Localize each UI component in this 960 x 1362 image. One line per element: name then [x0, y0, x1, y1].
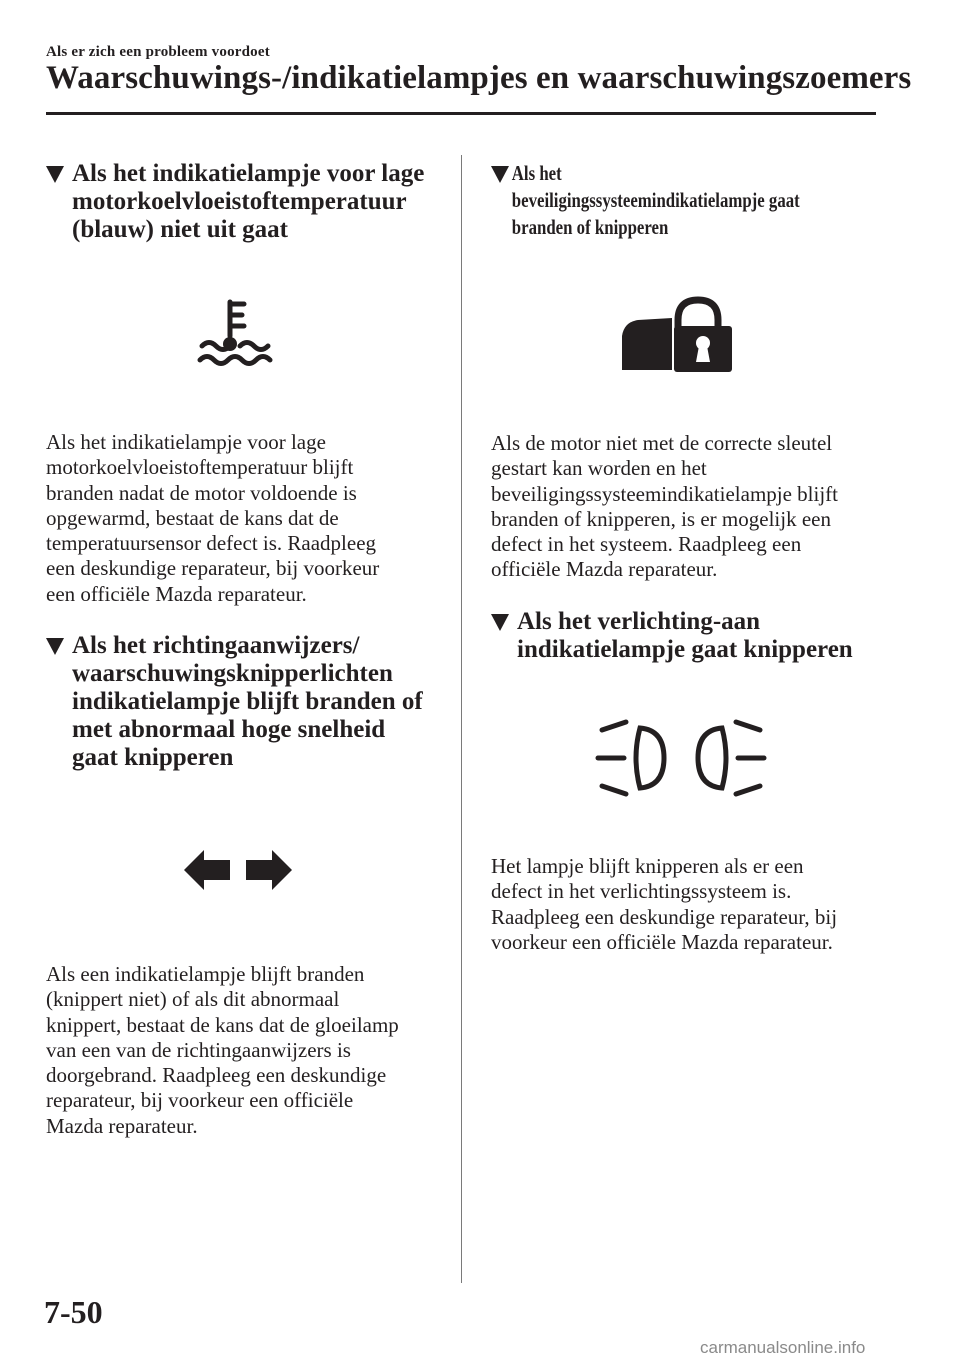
security-section-heading: Als het beveiligingssysteemindikatielampje gaat branden of knipperen	[491, 160, 877, 241]
lights-on-indicator-icon	[592, 716, 770, 800]
turn-signal-section-heading: Als het richtingaanwijzers/ waarschuwingsknipperlichten indikatielampje blijft branden of met abnormaal hoge snelheid gaat knipperen	[46, 632, 423, 772]
triangle-bullet-icon	[46, 166, 64, 183]
turn-signal-body-text: Als een indikatielampje blijft branden (knippert niet) of als dit abnormaal knippert, bestaat de kans dat de gloeilamp van een van de richtingaanwijzers is doorgebrand. Raadpleeg een deskundige reparateur, bij voorkeur een officiële Mazda reparateur.	[46, 962, 399, 1138]
heading-rule	[46, 112, 876, 115]
page-title: Waarschuwings-/indikatielampjes en waarschuwingszoemers	[46, 60, 912, 96]
watermark: carmanualsonline.info	[700, 1338, 866, 1357]
section-label: Als er zich een probleem voordoet	[46, 44, 270, 60]
coolant-body-text: Als het indikatielampje voor lage motorkoelvloeistoftemperatuur blijft branden nadat de motor voldoende is opgewarmd, bestaat de kans dat de temperatuursensor defect is. Raadpleeg een deskundige reparateur, bij voorkeur een officiële Mazda reparateur.	[46, 430, 380, 606]
turn-signal-arrows-icon	[182, 848, 294, 892]
low-coolant-temperature-icon	[192, 296, 280, 372]
lights-on-section-heading: Als het verlichting-aan indikatielampje gaat knipperen	[491, 608, 853, 664]
triangle-bullet-icon	[491, 614, 509, 631]
security-body-text: Als de motor niet met de correcte sleutel gestart kan worden en het beveiligingssysteemindikatielampje blijft branden of knipperen, is er mogelijk een defect in het systeem. Raadpleeg een officiële Mazda reparateur.	[491, 431, 839, 582]
triangle-bullet-icon	[46, 638, 64, 655]
page-number: 7-50	[44, 1294, 103, 1330]
lights-on-body-text: Het lampje blijft knipperen als er een defect in het verlichtingssysteem is. Raadpleeg een deskundige reparateur, bij voorkeur een officiële Mazda reparateur.	[491, 854, 838, 954]
security-system-car-lock-icon	[620, 296, 734, 374]
coolant-section-heading: Als het indikatielampje voor lage motorkoelvloeistoftemperatuur (blauw) niet uit gaat	[46, 160, 424, 244]
column-divider	[461, 155, 462, 1283]
